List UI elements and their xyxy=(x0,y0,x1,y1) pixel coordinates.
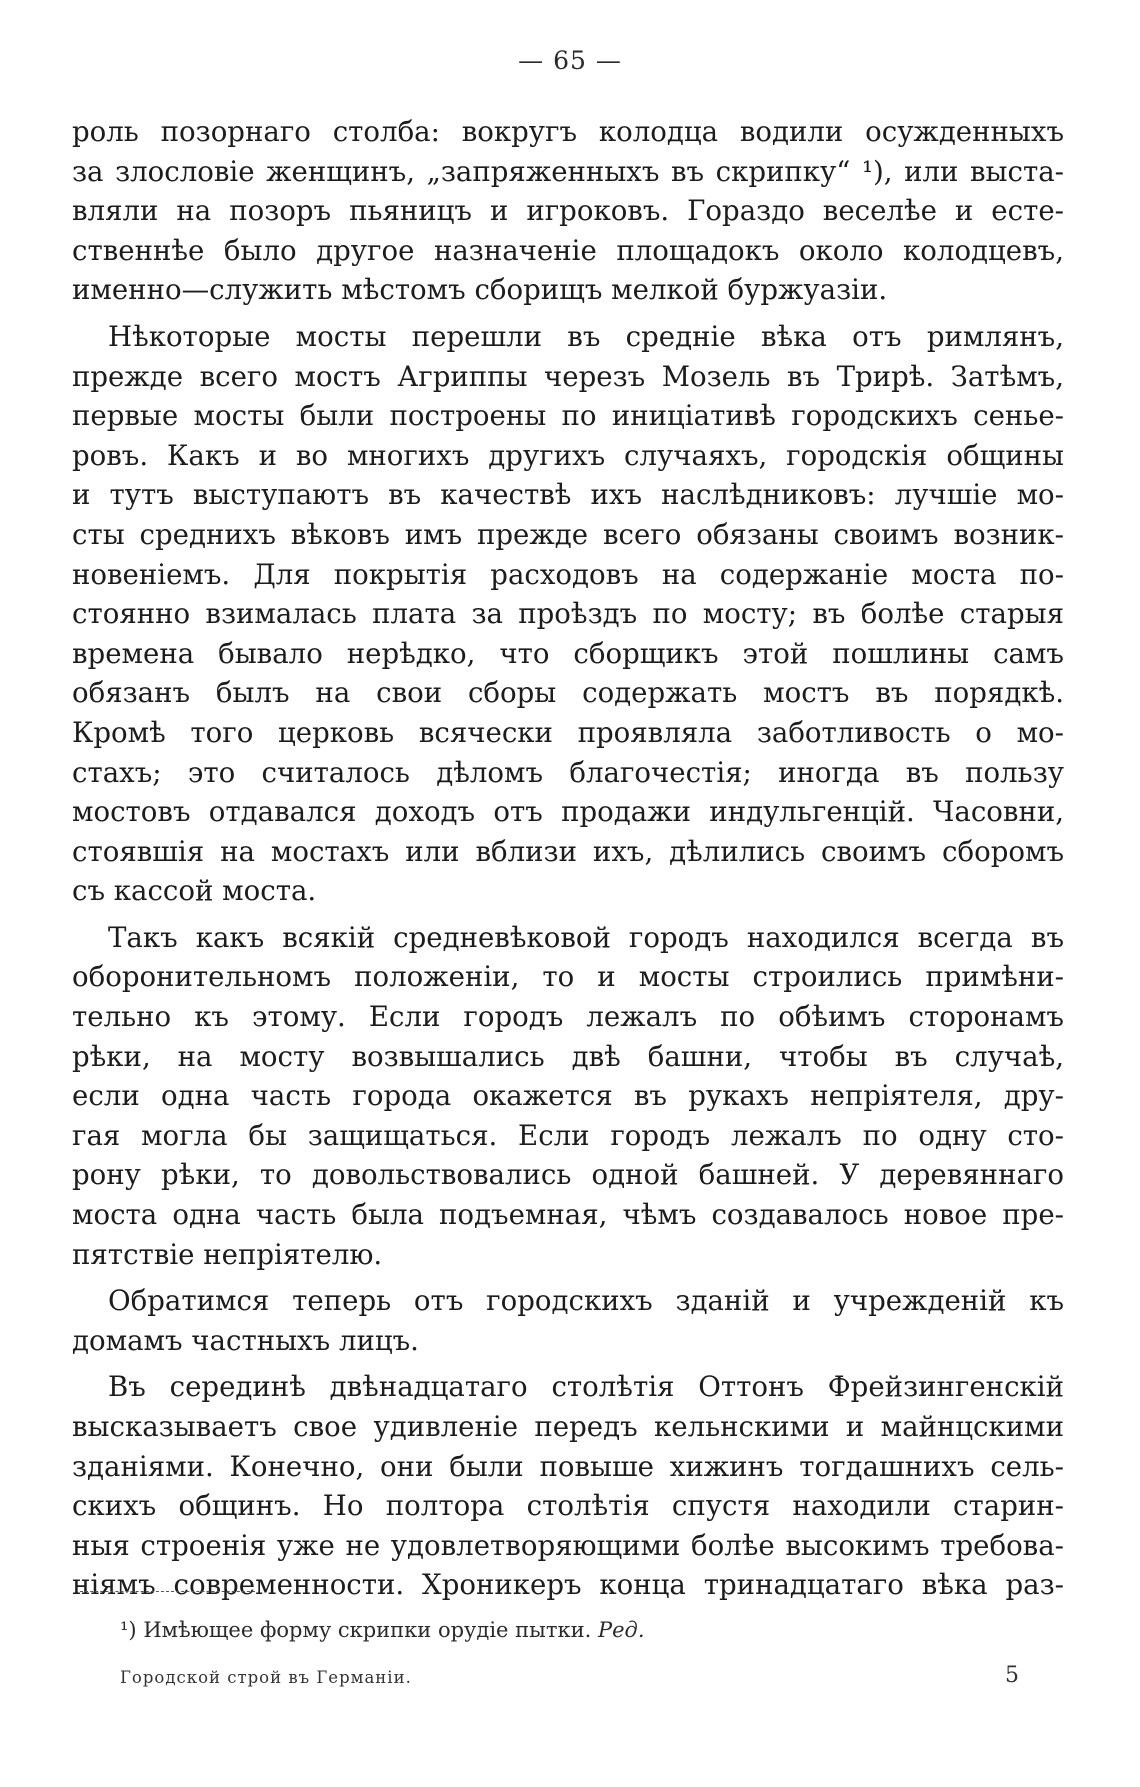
text-line: моста одна часть была подъемная, чѣмъ создавалось новое пре- xyxy=(72,1198,1064,1232)
text-line: рѣки, на мосту возвышались двѣ башни, чтобы въ случаѣ, xyxy=(72,1039,1064,1073)
text-line: новеніемъ. Для покрытія расходовъ на содержаніе моста по- xyxy=(72,557,1064,591)
text-line: Обратимся теперь отъ городскихъ зданій и учрежденій къ xyxy=(108,1284,1064,1318)
text-line: стоявшія на мостахъ или вблизи ихъ, дѣлились своимъ сборомъ xyxy=(72,834,1064,868)
text-line: именно—служить мѣстомъ сборищъ мелкой буржуазіи. xyxy=(72,273,888,307)
text-line: если одна часть города окажется въ рукахъ непріятеля, дру- xyxy=(72,1079,1064,1113)
text-line: ніямъ современности. Хроникеръ конца тринадцатаго вѣка раз- xyxy=(72,1568,1064,1602)
text-line: времена бывало нерѣдко, что сборщикъ этой пошлины самъ xyxy=(72,636,1064,670)
footnote-divider xyxy=(80,1591,255,1592)
text-line: скихъ общинъ. Но полтора столѣтія спустя находили старин- xyxy=(72,1489,1064,1523)
body-text xyxy=(72,112,1064,1605)
text-line: прежде всего мостъ Агриппы черезъ Мозель въ Трирѣ. Затѣмъ, xyxy=(72,359,1064,393)
text-line: ныя строенія уже не удовлетворяющими болѣе высокимъ требова- xyxy=(72,1528,1064,1562)
paragraph-2 xyxy=(72,317,1064,911)
text-line: за злословіе женщинъ, „запряженныхъ въ скрипку“ ¹), или выста- xyxy=(72,154,1064,188)
text-line: ственнѣе было другое назначеніе площадокъ около колодцевъ, xyxy=(72,233,1064,267)
paragraph-1 xyxy=(72,112,1064,310)
page-number: — 65 — xyxy=(518,46,622,75)
signature-line: Городской строй въ Германіи. xyxy=(120,1668,412,1687)
text-line: мостовъ отдавался доходъ отъ продажи индульгенцій. Часовни, xyxy=(72,795,1064,829)
text-line: рону рѣки, то довольствовались одной башней. У деревяннаго xyxy=(72,1158,1064,1192)
paragraph-3 xyxy=(72,918,1064,1274)
text-line: стахъ; это считалось дѣломъ благочестія; иногда въ пользу xyxy=(72,755,1064,789)
text-line: ровъ. Какъ и во многихъ другихъ случаяхъ, городскія общины xyxy=(72,438,1064,472)
text-line: Кромѣ того церковь всячески проявляла заботливость о мо- xyxy=(72,715,1064,749)
sheet-number: 5 xyxy=(1005,1663,1019,1688)
text-line: Такъ какъ всякій средневѣковой городъ находился всегда въ xyxy=(108,920,1064,954)
text-line: гая могла бы защищаться. Если городъ лежалъ по одну сто- xyxy=(72,1118,1064,1152)
paragraph-4 xyxy=(72,1281,1064,1360)
text-line: съ кассой моста. xyxy=(72,874,317,908)
paragraph-5 xyxy=(72,1367,1064,1605)
footnote xyxy=(120,1618,645,1642)
text-line: и тутъ выступаютъ въ качествѣ ихъ наслѣдниковъ: лучшіе мо- xyxy=(72,478,1064,512)
text-line: тельно къ этому. Если городъ лежалъ по обѣимъ сторонамъ xyxy=(72,1000,1064,1034)
text-line: первые мосты были построены по иниціативѣ городскихъ сенье- xyxy=(72,399,1064,433)
text-line: роль позорнаго столба: вокругъ колодца водили осужденныхъ xyxy=(72,115,1064,148)
text-line: обязанъ былъ на свои сборы содержать мостъ въ порядкѣ. xyxy=(72,676,1064,710)
footnote-editor-mark: Ред. xyxy=(597,1618,645,1642)
text-line: оборонительномъ положеніи, то и мосты строились примѣни- xyxy=(72,960,1064,994)
footnote-text: Имѣющее форму скрипки орудіе пытки. xyxy=(143,1618,592,1642)
text-line: стоянно взималась плата за проѣздъ по мосту; въ болѣе старыя xyxy=(72,597,1064,631)
text-line: пятствіе непріятелю. xyxy=(72,1237,383,1271)
text-line: высказываетъ свое удивленіе передъ кельнскими и майнцскими xyxy=(72,1410,1064,1443)
text-line: домамъ частныхъ лицъ. xyxy=(72,1323,419,1357)
text-line: зданіями. Конечно, они были повыше хижинъ тогдашнихъ сель- xyxy=(72,1449,1064,1483)
text-line: Нѣкоторые мосты перешли въ средніе вѣка отъ римлянъ, xyxy=(108,319,1064,353)
text-line: сты среднихъ вѣковъ имъ прежде всего обязаны своимъ возник- xyxy=(72,517,1064,551)
text-line: вляли на позоръ пьяницъ и игроковъ. Гораздо веселѣе и есте- xyxy=(72,194,1064,228)
footnote-marker: ¹) xyxy=(120,1618,137,1642)
text-line: Въ серединѣ двѣнадцатаго столѣтія Оттонъ Фрейзингенскій xyxy=(108,1370,1064,1404)
